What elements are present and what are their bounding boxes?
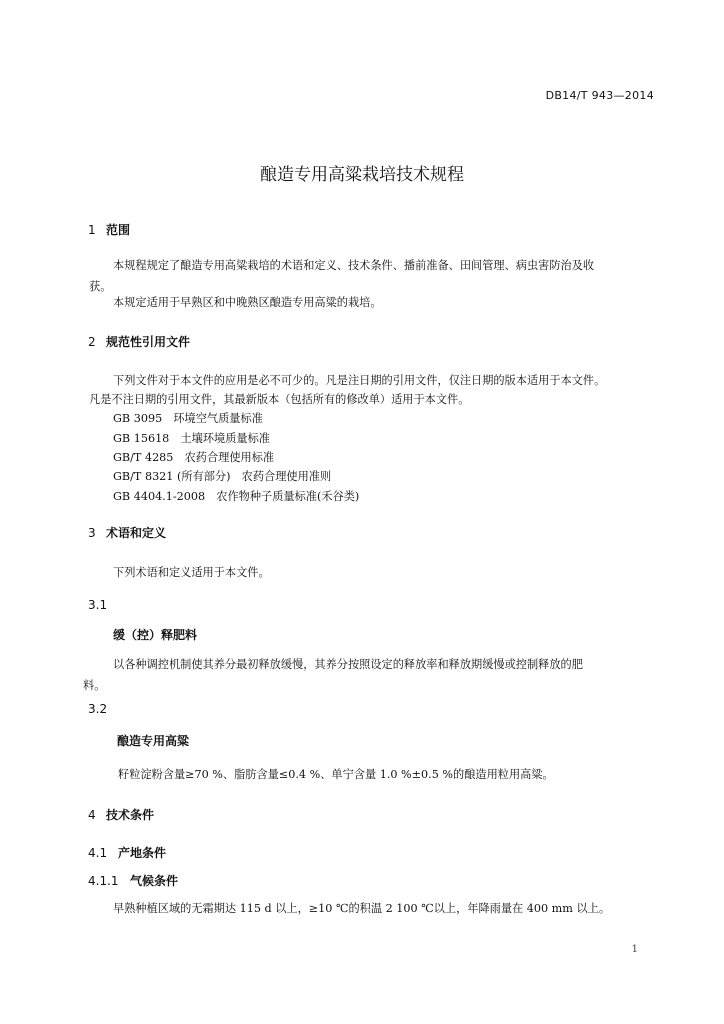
section-1-heading xyxy=(88,221,130,238)
term-3-1-name: 缓（控）释肥料 xyxy=(113,628,198,642)
term-3-2-definition: 籽粒淀粉含量≥70 %、脂肪含量≤0.4 %、单宁含量 1.0 %±0.5 %的酿造用粒用高粱。 xyxy=(118,768,554,781)
term-3-1-definition-line-2: 料。 xyxy=(83,679,106,692)
climate-conditions-text: 早熟种植区域的无霜期达 115 d 以上，≥10 ℃的积温 2 100 ℃以上，年降雨量在 400 mm 以上。 xyxy=(113,902,611,915)
subsection-title: 产地条件 xyxy=(118,846,167,860)
section-title: 规范性引用文件 xyxy=(106,335,191,349)
term-3-2-name: 酿造专用高粱 xyxy=(117,734,190,748)
term-3-1-number: 3.1 xyxy=(88,598,108,612)
reference-item: GB 4404.1-2008 农作物种子质量标准(禾谷类) xyxy=(113,490,360,503)
subsection-number: 4.1.1 xyxy=(88,874,119,888)
reference-item: GB/T 4285 农药合理使用标准 xyxy=(113,451,275,464)
references-intro-line-2: 凡是不注日期的引用文件，其最新版本（包括所有的修改单）适用于本文件。 xyxy=(89,393,470,406)
term-3-2-number: 3.2 xyxy=(88,702,108,716)
subsection-4-1-heading xyxy=(88,844,166,861)
subsection-number: 4.1 xyxy=(88,846,108,860)
section-4-heading xyxy=(88,806,154,823)
section-title: 范围 xyxy=(106,223,131,237)
section-3-heading xyxy=(88,524,166,541)
subsection-4-1-1-heading xyxy=(88,872,178,889)
standard-code: DB14/T 943—2014 xyxy=(545,89,654,102)
scope-applicability: 本规定适用于早熟区和中晚熟区酿造专用高粱的栽培。 xyxy=(113,296,382,309)
scope-paragraph-line-1: 本规程规定了酿造专用高粱栽培的术语和定义、技术条件、播前准备、田间管理、病虫害防治及收 xyxy=(113,259,595,272)
reference-item: GB 15618 土壤环境质量标准 xyxy=(113,432,270,445)
term-3-1-definition-line-1: 以各种调控机制使其养分最初释放缓慢，其养分按照设定的释放率和释放期缓慢或控制释放的肥 xyxy=(113,658,583,671)
page-number: 1 xyxy=(631,944,638,955)
section-2-heading xyxy=(88,333,190,350)
section-number: 2 xyxy=(88,335,96,349)
scope-paragraph-line-2: 获。 xyxy=(89,280,112,293)
section-title: 技术条件 xyxy=(106,808,155,822)
section-number: 3 xyxy=(88,526,96,540)
section-title: 术语和定义 xyxy=(106,526,167,540)
section-number: 4 xyxy=(88,808,96,822)
references-intro-line-1: 下列文件对于本文件的应用是必不可少的。凡是注日期的引用文件，仅注日期的版本适用于本文件。 xyxy=(113,374,606,387)
terms-intro: 下列术语和定义适用于本文件。 xyxy=(113,566,270,579)
document-title: 酿造专用高粱栽培技术规程 xyxy=(260,165,464,185)
section-number: 1 xyxy=(88,223,96,237)
reference-item: GB 3095 环境空气质量标准 xyxy=(113,412,263,425)
subsection-title: 气候条件 xyxy=(130,874,179,888)
reference-item: GB/T 8321 (所有部分) 农药合理使用准则 xyxy=(113,470,332,483)
